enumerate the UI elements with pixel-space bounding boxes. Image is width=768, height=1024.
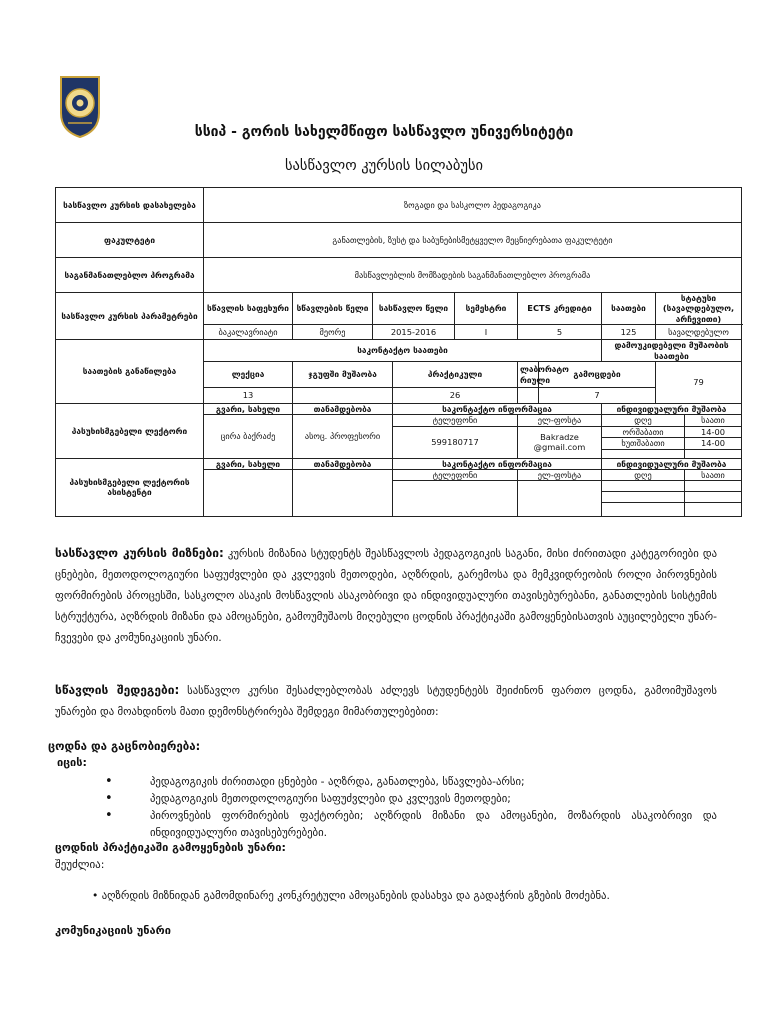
list-item: • პედაგოგიკის მეთოდოლოგიური საფუძვლები და კვლევის მეთოდები; [55, 790, 717, 807]
params-label: სასწავლო კურსის პარამეტრები [56, 293, 204, 340]
param-value: 5 [518, 325, 602, 340]
faculty-label: ფაკულტეტი [56, 223, 204, 258]
lecturer-phone: 599180717 [393, 426, 518, 458]
hours-value [293, 388, 393, 404]
param-header: სტატუსი (სავალდებულო, არჩევითი) [656, 293, 742, 325]
goals-text: კურსის მიზანია სტუდენტს შეასწავლოს პედაგოგიკის საგანი, მისი ძირითადი კატეგორიები და ცნებები, მეთოდოლოგიური საფუძვლები და კვლევის მეთოდები, აღზრდის, გარემოსა და მემკვიდრეობის როლი პიროვნების ფორმირების პროცესში, სასკოლო ასაკის მოსწავლის ასაკობრივი და ინდივიდუალური თავისებურებანი, განათლების სისტემის სტრუქტურა, აღზრდის მიზანი და ამოცანები, გამოუმუშაოს მიღებული ცოდნის პრაქტიკაში გამოყენებისათვის აუცილებელი უნარ-ჩვევები და კომუნიკაციის უნარი. [55, 547, 717, 644]
assistant-day-header: დღე [602, 469, 685, 480]
lecturer-position-header: თანამდებობა [293, 404, 393, 415]
syllabus-title: სასწავლო კურსის სილაბუსი [284, 158, 484, 174]
assistant-phone [393, 481, 518, 517]
assistant-hour-header: საათი [685, 469, 742, 480]
param-value: I [455, 325, 518, 340]
hours-value: 7 [539, 388, 656, 404]
param-header: სემესტრი [455, 293, 518, 325]
lecturer-hour-header: საათი [685, 415, 742, 426]
assistant-position [293, 469, 393, 516]
hours-label: საათების განაწილება [56, 340, 204, 404]
program-value: მასწავლებლის მომზადების საგანმანათლებლო პროგრამა [204, 258, 742, 293]
goals-heading: სასწავლო კურსის მიზნები: [55, 546, 224, 560]
lecturer-position: ასოც. პროფესორი [293, 415, 393, 458]
assistant-email [518, 481, 602, 517]
knows-label: იცის: [57, 756, 87, 769]
param-header: საათები [602, 293, 656, 325]
param-header: სასწავლო წელი [373, 293, 455, 325]
lecturer-day-header: დღე [602, 415, 685, 426]
hours-header: ლექცია [204, 362, 293, 388]
independent-hours-header: დამოუკიდებელი მუშაობის საათები [602, 340, 742, 362]
syllabus-table [55, 187, 742, 517]
faculty-value: განათლების, ზუსტ და საბუნებისმეტყველო მეცნიერებათა ფაკულტეტი [204, 223, 742, 258]
assistant-email-header: ელ-ფოსტა [518, 469, 602, 480]
hours-header: ჯგუფში მუშაობა [293, 362, 393, 388]
schedule-day-empty [602, 449, 685, 458]
assistant-individual-header: ინდივიდუალური მუშაობა [602, 458, 742, 469]
program-label: საგანმანათლებლო პროგრამა [56, 258, 204, 293]
schedule-hour: 14-00 [685, 438, 742, 449]
param-header: ECTS კრედიტი [518, 293, 602, 325]
assistant-position-header: თანამდებობა [293, 458, 393, 469]
lecturer-phone-header: ტელეფონი [393, 415, 518, 426]
assistant-label: პასუხისმგებელი ლექტორის ასისტენტი [56, 458, 204, 517]
param-header: სწავლების წელი [293, 293, 373, 325]
knows-list [55, 773, 717, 841]
assistant-schedule-day [602, 503, 685, 517]
assistant-name-header: გვარი, სახელი [204, 458, 293, 469]
hours-header: გამოცდები [539, 362, 656, 388]
assistant-phone-header: ტელეფონი [393, 469, 518, 480]
lecturer-contact-header: საკონტაქტო ინფორმაცია [393, 404, 602, 415]
lecturer-name: ცირა ბაქრაძე [204, 415, 293, 458]
assistant-name [204, 469, 293, 516]
schedule-hour-empty [685, 449, 742, 458]
lecturer-label: პასუხისმგებელი ლექტორი [56, 404, 204, 458]
outcomes-text: სასწავლო კურსი შესაძლებლობას აძლევს სტუდენტებს შეიძინონ ფართო ცოდნა, გამოიმუშავოს უნარები და მოახდინოს მათი დემონსტრირება შემდეგი მიმართულებებით: [55, 684, 717, 718]
param-header: სწავლის საფეხური [204, 293, 293, 325]
param-value: ბაკალავრიატი [204, 325, 293, 340]
can-label: შეუძლია: [55, 858, 105, 871]
hours-value: 13 [204, 388, 293, 404]
independent-hours-value: 79 [656, 362, 742, 404]
lecturer-name-header: გვარი, სახელი [204, 404, 293, 415]
lecturer-individual-header: ინდივიდუალური მუშაობა [602, 404, 742, 415]
list-item: • პედაგოგიკის ძირითადი ცნებები - აღზრდა, განათლება, სწავლება-არსი; [55, 773, 717, 790]
goals-paragraph [55, 543, 717, 648]
hours-header: ლაბორატო რიული [518, 362, 539, 388]
assistant-schedule-hour [685, 492, 742, 503]
schedule-hour: 14-00 [685, 426, 742, 437]
hours-value [518, 388, 539, 404]
communication-heading: კომუნიკაციის უნარი [55, 924, 171, 937]
course-name-value: ზოგადი და სასკოლო პედაგოგიკა [204, 188, 742, 223]
schedule-day: ორშაბათი [602, 426, 685, 437]
can-item: • აღზრდის მიზნიდან გამომდინარე კონკრეტული ამოცანების დასახვა და გადაჭრის გზების მოძებნა. [92, 889, 610, 902]
list-item: • პიროვნების ფორმირების ფაქტორები; აღზრდის მიზანი და ამოცანები, მოზარდის ასაკობრივი და ინდივიდუალური თავისებურებები. [55, 807, 717, 841]
apply-heading: ცოდნის პრაქტიკაში გამოყენების უნარი: [55, 841, 286, 854]
outcomes-paragraph [55, 680, 717, 722]
param-value: მეორე [293, 325, 373, 340]
param-value: 125 [602, 325, 656, 340]
assistant-contact-header: საკონტაქტო ინფორმაცია [393, 458, 602, 469]
assistant-schedule-hour [685, 481, 742, 492]
knowledge-heading: ცოდნა და გაცნობიერება: [48, 739, 201, 753]
param-value: 2015-2016 [373, 325, 455, 340]
course-name-label: სასწავლო კურსის დასახელება [56, 188, 204, 223]
assistant-schedule-day [602, 481, 685, 492]
university-title: სსიპ - გორის სახელმწიფო სასწავლო უნივერსიტეტი [194, 124, 574, 140]
outcomes-heading: სწავლის შედეგები: [55, 683, 180, 697]
param-value: სავალდებულო [656, 325, 742, 340]
schedule-day: ხუთშაბათი [602, 438, 685, 449]
assistant-schedule-day [602, 492, 685, 503]
contact-hours-header: საკონტაქტო საათები [204, 340, 602, 362]
lecturer-email-header: ელ-ფოსტა [518, 415, 602, 426]
assistant-schedule-hour [685, 503, 742, 517]
hours-header: პრაქტიკული [393, 362, 518, 388]
lecturer-email: Bakradze @gmail.com [518, 426, 602, 458]
hours-value: 26 [393, 388, 518, 404]
